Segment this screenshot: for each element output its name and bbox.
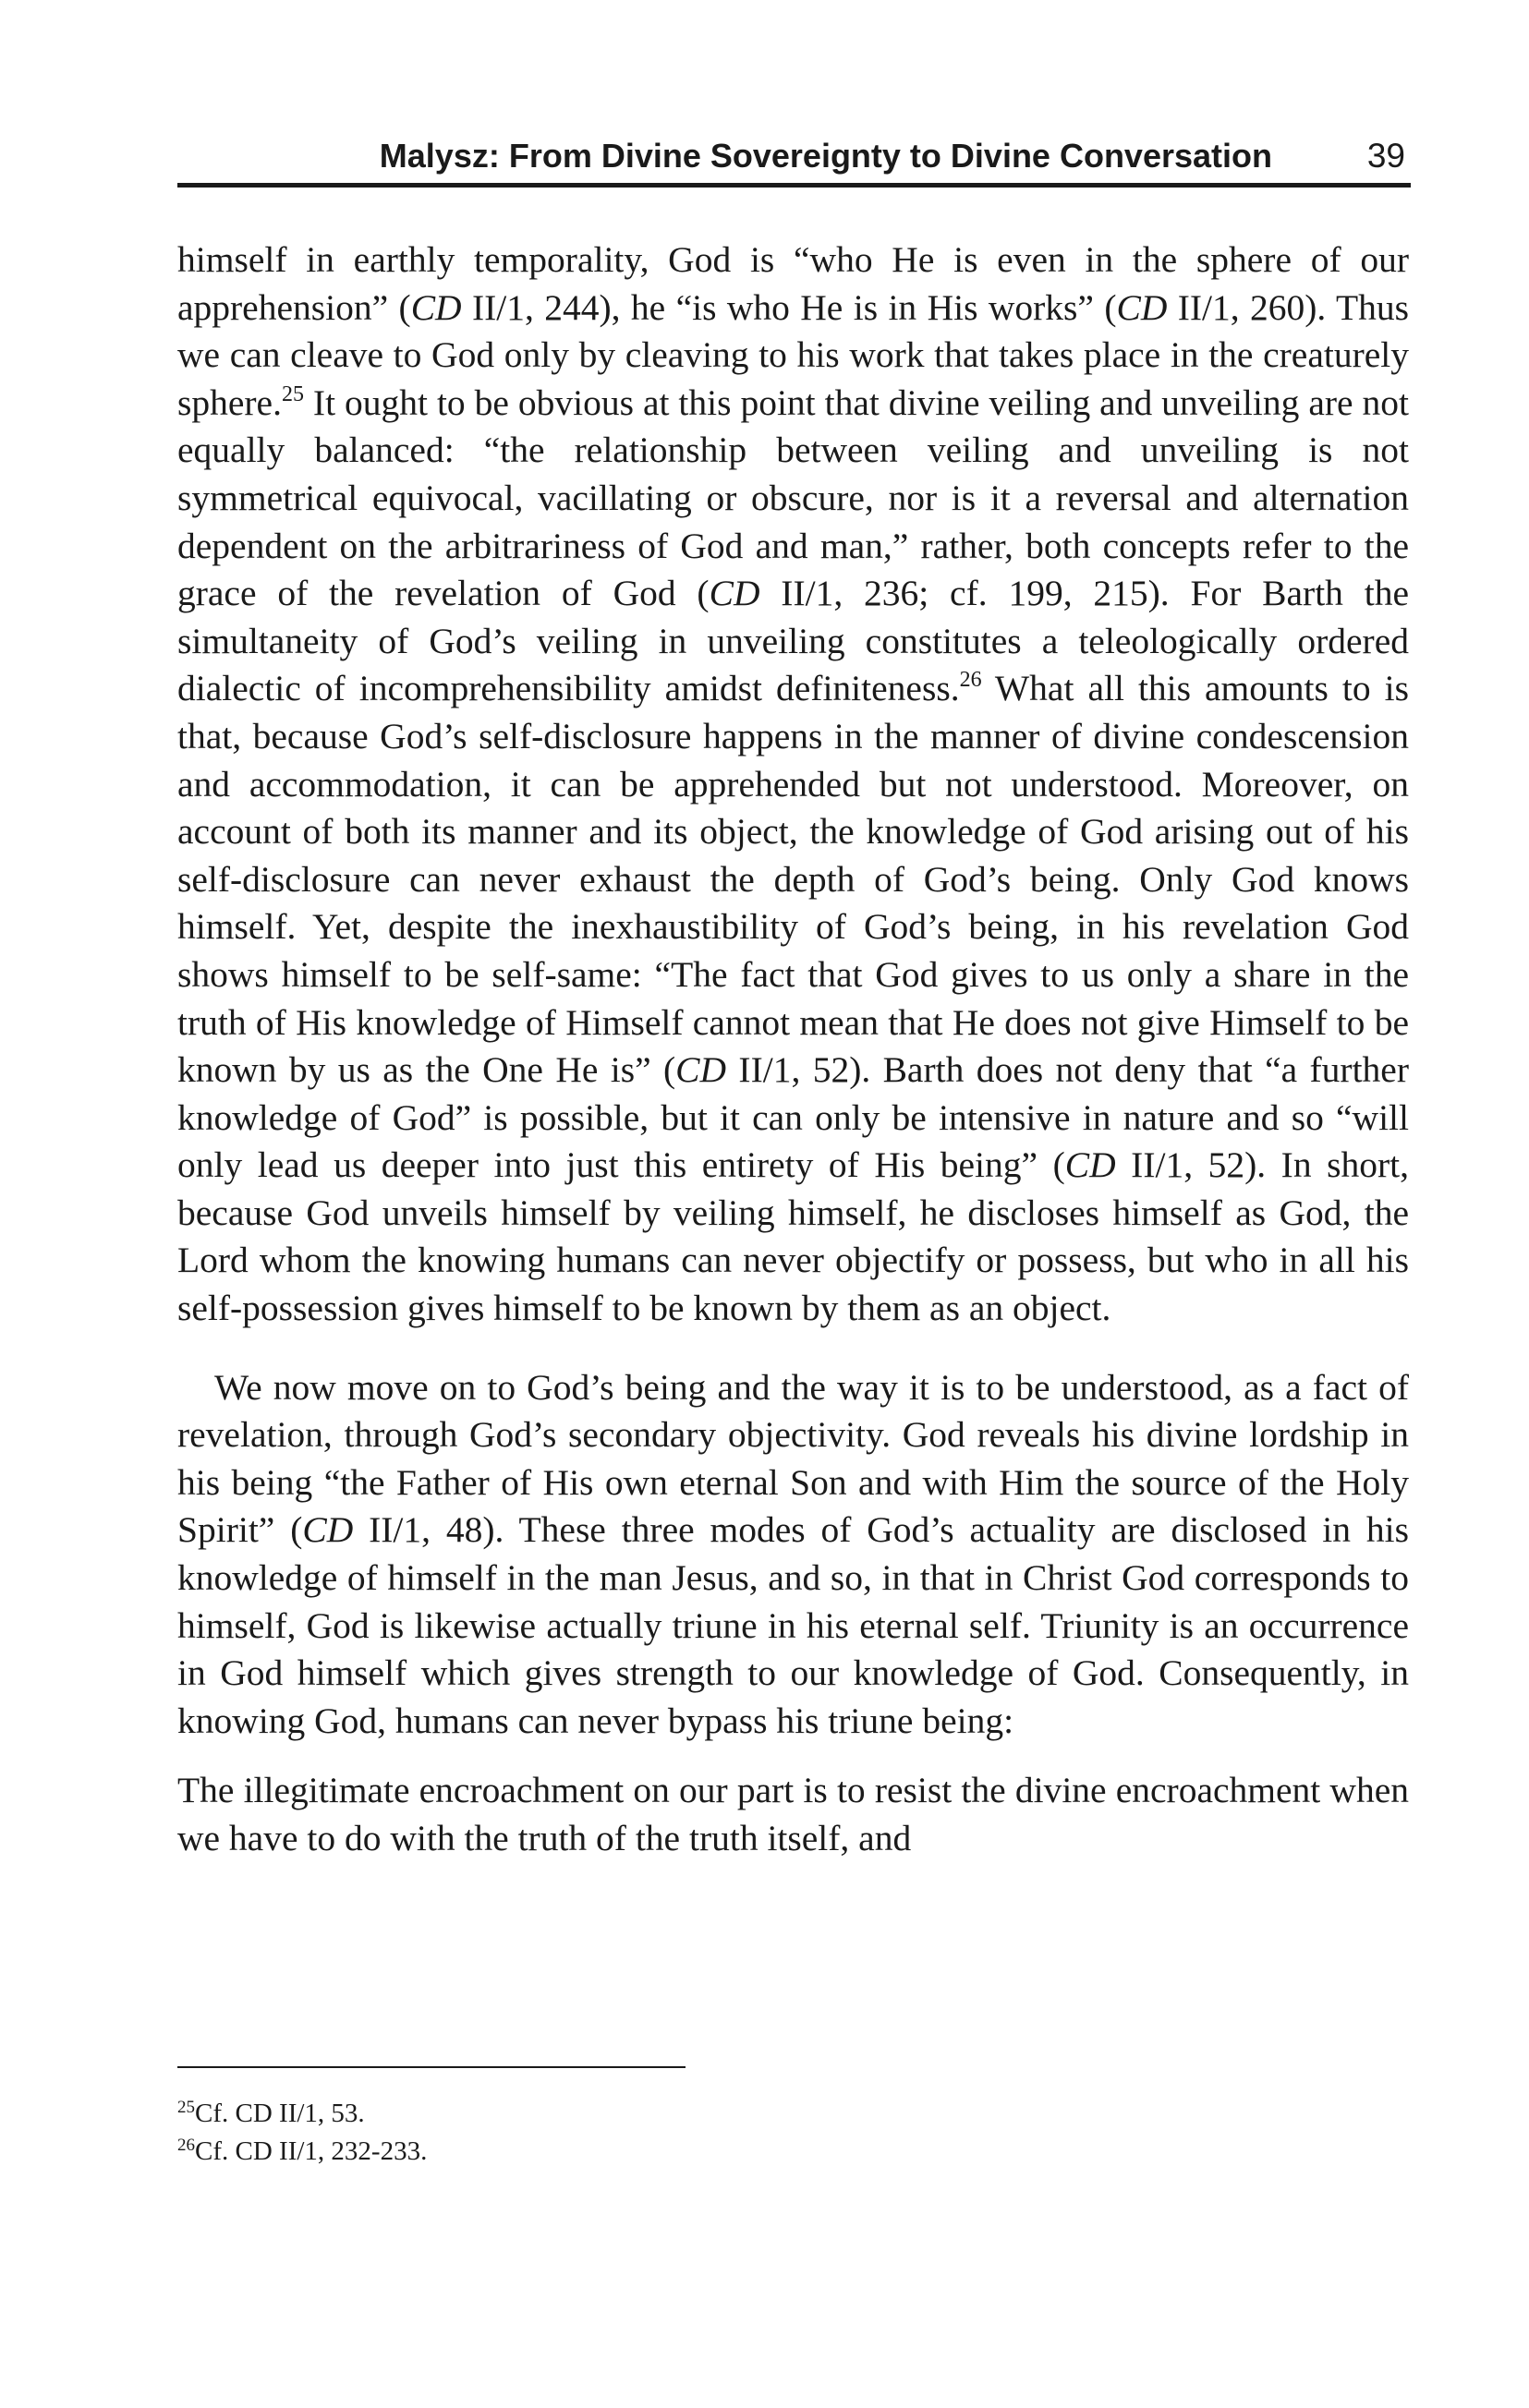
footnote-25: $^{25}$Cf. CD II/1, 53. xyxy=(177,2098,365,2128)
paragraph-2: We now move on to God’s being and the way it is to be understood, as a fact of revelation, through God’s secondary objectivity. God reveals his divine lordship in his being “the Father of His own eternal Son and with Him the source of the Holy Spirit” (CD II/1, 48). These three modes of God’s actuality are disclosed in his knowledge of himself in the man Jesus, and so, in that in Christ God corresponds to himself, God is likewise actually triune in his eternal self. Triunity is an occurrence in God himself which gives strength to our knowledge of God. Consequently, in knowing God, humans can never bypass his triune being: xyxy=(177,1366,1409,1741)
footnote-divider xyxy=(177,2066,686,2068)
footnotes xyxy=(177,2095,1101,2171)
page-number: 39 xyxy=(1366,137,1405,175)
footnote-26: $^{26}$Cf. CD II/1, 232-233. xyxy=(177,2136,428,2166)
block-quote: The illegitimate encroachment on our part is to resist the divine encroachment when we have to do with the truth of the truth itself, and xyxy=(177,1770,1409,1858)
footnote-ref-25[interactable]: 25 xyxy=(281,381,304,406)
running-header xyxy=(177,129,1411,188)
paragraph-1: himself in earthly temporality, God is “who He is even in the sphere of our apprehension” (CD II/1, 244), he “is who He is in His works” (CD II/1, 260). Thus we can cleave to God only by cleaving to his work that takes place in the creaturely sphere.$^{25}$ It ought to be obvious at this point that divine veiling and unveiling are not equally balanced: “the relationship between veiling and unveiling is not symmetrical equivocal, vacillating or obscure, nor is it a reversal and alternation dependent on the arbitrariness of God and man,” rather, both concepts refer to the grace of the revelation of God (CD II/1, 236; cf. 199, 215). For Barth the simultaneity of God’s veiling in unveiling constitutes a teleologically ordered dialectic of incomprehensibility amidst definiteness.$^{26}$ What all this amounts to is that, because God’s self-disclosure happens in the manner of divine condescension and accommodation, it can be apprehended but not understood. Moreover, on account of both its manner and its object, the knowledge of God arising out of his self-disclosure can never exhaust the depth of God’s being. Only God knows himself. Yet, despite the inexhaustibility of God’s being, in his revelation God shows himself to be self-same: “The fact that God gives to us only a share in the truth of His knowledge of Himself cannot mean that He does not give Himself to be known by us as the One He is” (CD II/1, 52). Barth does not deny that “a further knowledge of God” is possible, but it can only be intensive in nature and so “will only lead us deeper into just this entirety of His being” (CD II/1, 52). In short, because God unveils himself by veiling himself, he discloses himself as God, the Lord whom the knowing humans can never objectify or possess, but who in all his self-possession gives himself to be known by them as an object. xyxy=(177,239,1410,1329)
running-title: Malysz: From Divine Sovereignty to Divine Conversation xyxy=(379,137,1272,175)
body-text xyxy=(177,236,1409,1863)
footnote-ref-26[interactable]: 26 xyxy=(959,668,982,693)
